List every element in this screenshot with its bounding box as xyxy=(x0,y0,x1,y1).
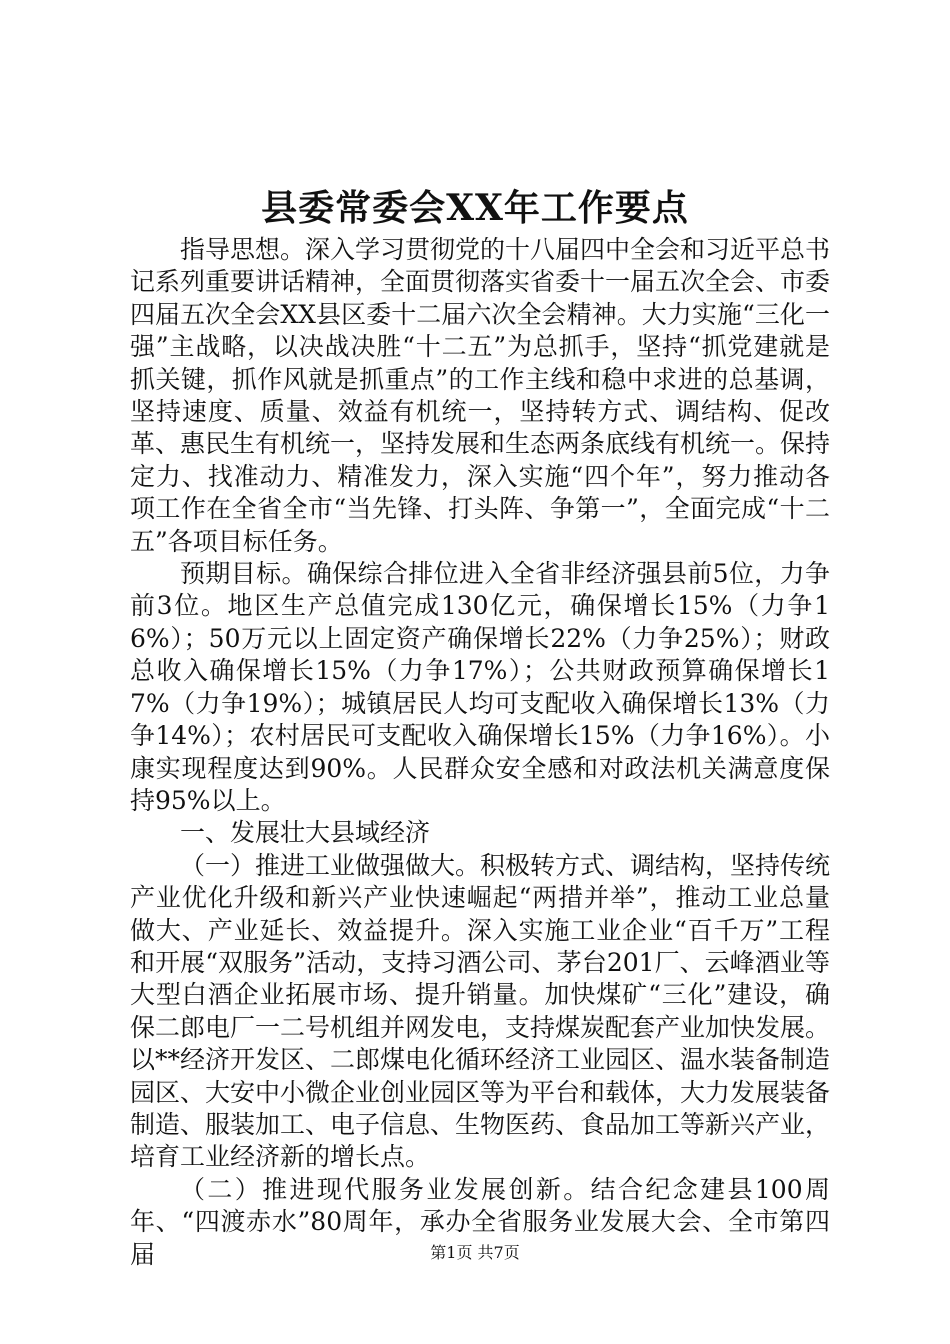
document-title: 县委常委会XX年工作要点 xyxy=(261,187,689,229)
paragraph-services: （二）推进现代服务业发展创新。结合纪念建县100周年、“四渡赤水”80周年，承办全省服务业发展大会、全市第四届 xyxy=(130,1174,830,1269)
document-body xyxy=(130,234,830,1271)
section-heading-1: 一、发展壮大县域经济 xyxy=(180,818,431,848)
paragraph-guiding-thought: 指导思想。深入学习贯彻党的十八届四中全会和习近平总书记系列重要讲话精神，全面贯彻落实省委十一届五次全会、市委四届五次全会XX县区委十二届六次全会精神。大力实施“三化一强”主战略，以决战决胜“十二五”为总抓手，坚持“抓党建就是抓关键，抓作风就是抓重点”的工作主线和稳中求进的总基调，坚持速度、质量、效益有机统一，坚持转方式、调结构、促改革、惠民生有机统一，坚持发展和生态两条底线有机统一。保持定力、找准动力、精准发力，深入实施“四个年”，努力推动各项工作在全省全市“当先锋、打头阵、争第一”，全面完成“十二五”各项目标任务。 xyxy=(130,235,831,556)
page-number-footer: 第1页 共7页 xyxy=(430,1243,520,1262)
paragraph-industry: （一）推进工业做强做大。积极转方式、调结构，坚持传统产业优化升级和新兴产业快速崛起“两措并举”，推动工业总量做大、产业延长、效益提升。深入实施工业企业“百千万”工程和开展“双服务”活动，支持习酒公司、茅台201厂、云峰酒业等大型白酒企业拓展市场、提升销量。加快煤矿“三化”建设，确保二郎电厂一二号机组并网发电，支持煤炭配套产业加快发展。以**经济开发区、二郎煤电化循环经济工业园区、温水装备制造园区、大安中小微企业创业园区等为平台和载体，大力发展装备制造、服装加工、电子信息、生物医药、食品加工等新兴产业，培育工业经济新的增长点。 xyxy=(130,850,831,1172)
paragraph-expected-goals: 预期目标。确保综合排位进入全省非经济强县前5位，力争前3位。地区生产总值完成130亿元，确保增长15%（力争16%）；50万元以上固定资产确保增长22%（力争25%）；财政总收入确保增长15%（力争17%）；公共财政预算确保增长17%（力争19%）；城镇居民人均可支配收入确保增长13%（力争14%）；农村居民可支配收入确保增长15%（力争16%）。小康实现程度达到90%。人民群众安全感和对政法机关满意度保持95%以上。 xyxy=(130,559,830,815)
